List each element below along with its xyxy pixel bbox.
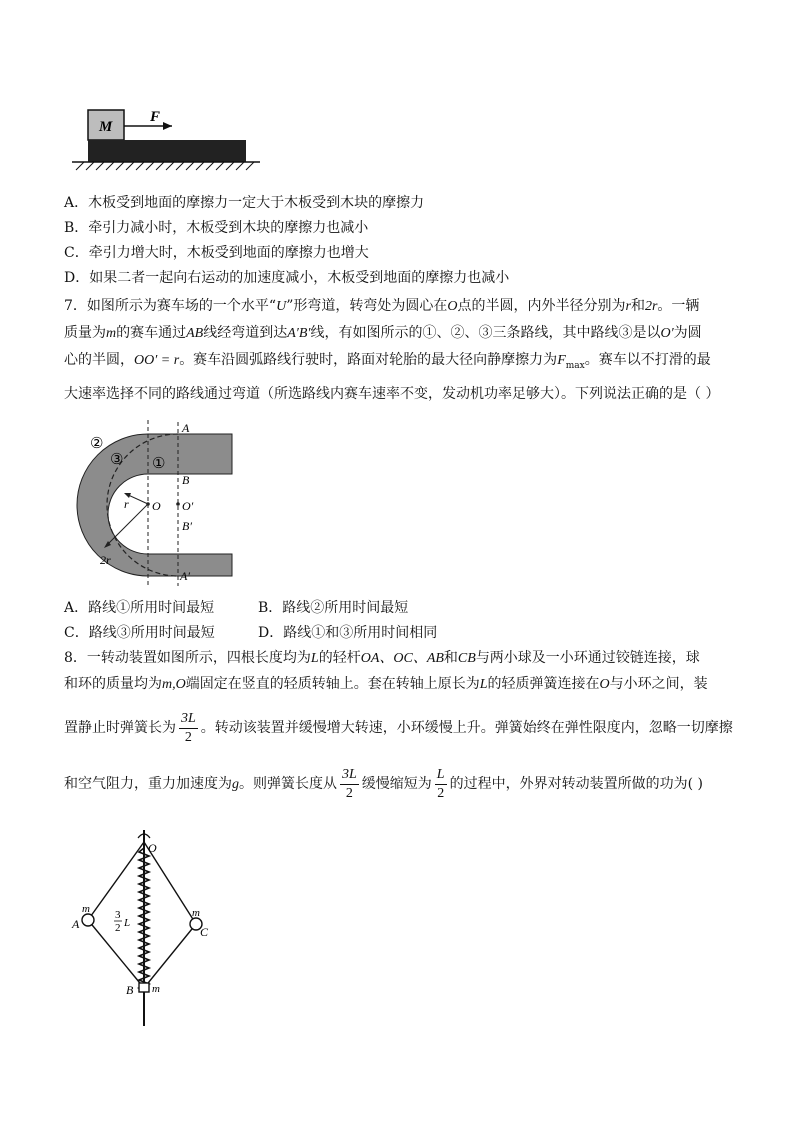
block-label: M [99,119,113,135]
fraction-3l-over-2-b: $\frac{3L}{2}$ [342,766,357,801]
label-r: r [124,497,129,511]
label-m-a: m [82,903,90,915]
label-a: A [72,917,80,931]
q7-option-a: A．路线①所用时间最短 [64,600,215,616]
fraction-l-over-2: $\frac{L}{2}$ [436,766,445,801]
q6-option-b: B．牵引力减小时，木板受到木块的摩擦力也减小 [64,220,369,236]
fraction-3l-over-2: $\frac{3L}{2}$ [181,710,196,745]
q6-option-d: D．如果二者一起向右运动的加速度减小，木板受到地面的摩擦力也减小 [64,270,510,286]
label-o-prime: O′ [182,499,194,513]
label-o: O [152,499,161,513]
q8-line-3: 置静止时弹簧长为 $\frac{3L}{2}$ 。转动该装置并缓慢增大转速，小环缓慢上升。弹簧始终在弹性限度内，忽略一切摩擦 [64,710,733,745]
rod-cb [144,924,196,988]
label-circle-2: ② [90,436,104,452]
label-a: A [182,421,190,435]
q7-line-1: 7．如图所示为赛车场的一个水平“U”形弯道，转弯处为圆心在O点的半圆，内外半径分别为r和2r。一辆 [64,298,700,314]
q7-line-2: 质量为m的赛车通过AB线经弯道到达A′B′线，有如图所示的①、②、③三条路线，其中路线③是以O′为圆 [64,325,702,341]
force-arrow-head [163,122,172,130]
point-o [146,502,150,506]
label-circle-3: ③ [110,452,124,468]
q7-option-c: C．路线③所用时间最短 [64,625,215,641]
figure-rotating-device [64,828,224,1028]
ground-hatching [76,162,254,170]
label-b: B [182,473,190,487]
q7-line-4: 大速率选择不同的路线通过弯道（所选路线内赛车速率不变，发动机功率足够大）。下列说法正确的是（ ） [64,386,720,402]
q7-option-d: D．路线①和③所用时间相同 [258,625,438,641]
label-b: B [126,983,134,997]
ring-b [139,983,149,992]
q8-line-4: 和空气阻力，重力加速度为g。则弹簧长度从 $\frac{3L}{2}$ 缓慢缩短为 $\frac{L}{2}$ 的过程中，外界对转动装置所做的功为( ) [64,766,703,801]
label-b-prime: B′ [182,519,192,533]
q8-line-2: 和环的质量均为m,O端固定在竖直的轻质转轴上。套在转轴上原长为L的轻质弹簧连接在O与小环之间，装 [64,676,708,692]
q8-line-1: 8．一转动装置如图所示，四根长度均为L的轻杆OA、OC、AB和CB与两小球及一小环通过铰链连接，球 [64,650,700,666]
force-label: F [150,109,161,125]
board [88,140,246,162]
point-o-prime [176,502,180,506]
q7-option-b: B．路线②所用时间最短 [258,600,409,616]
label-a-prime: A′ [180,569,190,583]
figure-block-on-board [64,104,274,184]
q6-option-c: C．牵引力增大时，木板受到地面的摩擦力也增大 [64,245,369,261]
label-frac-l: L [124,917,131,929]
label-2r: 2r [100,553,111,567]
label-circle-1: ① [152,456,166,472]
label-frac-3: 3 [115,909,121,921]
label-m-b: m [152,983,160,995]
q6-option-a: A．木板受到地面的摩擦力一定大于木板受到木块的摩擦力 [64,195,425,211]
label-o: O [148,841,157,855]
figure-u-track [64,418,244,590]
ball-a [82,914,94,926]
label-frac-2: 2 [115,922,121,934]
label-m-c: m [192,907,200,919]
q7-line-3: 心的半圆，OO′ = r。赛车沿圆弧路线行驶时，路面对轮胎的最大径向静摩擦力为$F_{max}$。赛车以不打滑的最 [64,352,711,371]
label-c: C [200,925,209,939]
